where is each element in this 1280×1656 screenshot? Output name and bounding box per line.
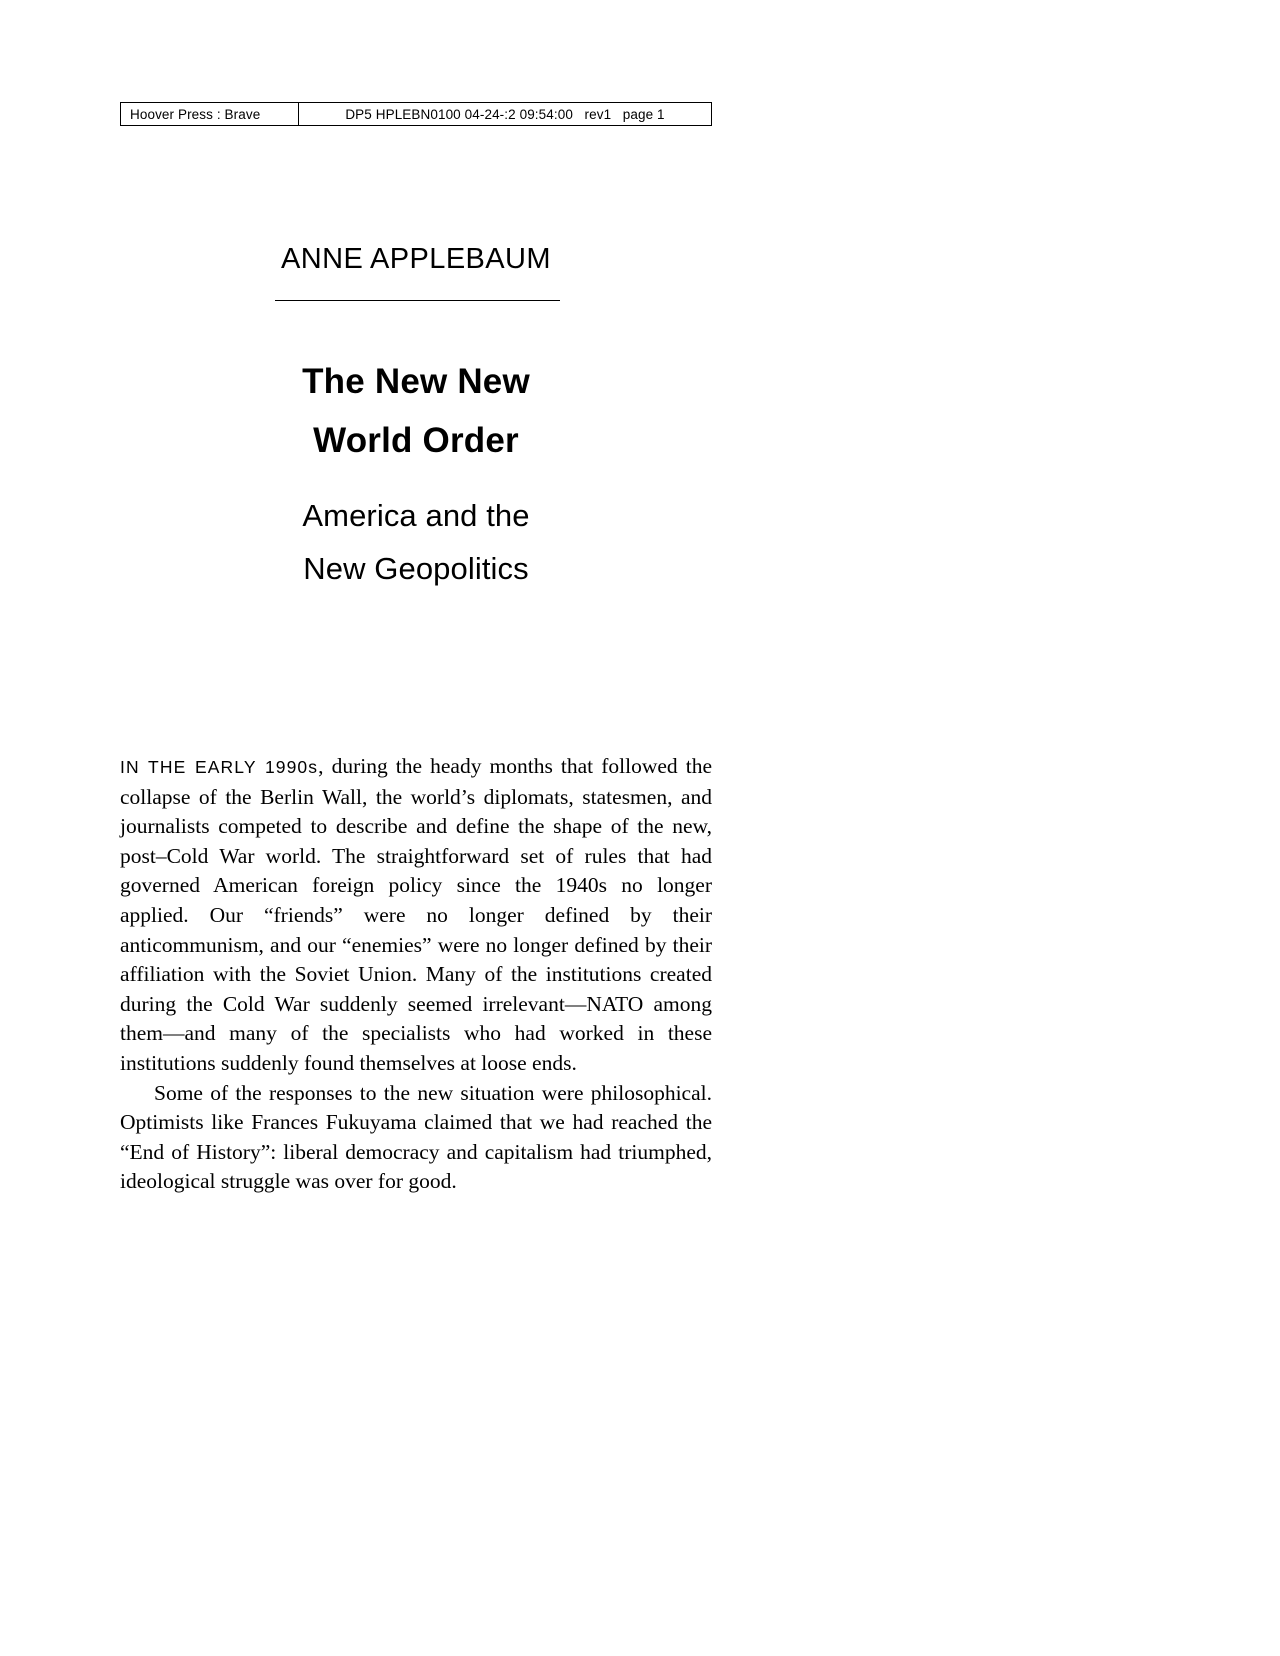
chapter-title xyxy=(120,352,712,470)
running-header-timestamp: 04-24-:2 09:54:00 xyxy=(464,106,573,122)
running-header-page-number: page 1 xyxy=(622,106,665,122)
running-header xyxy=(120,102,712,126)
body-paragraph-1-lead-in: IN THE EARLY 1990s xyxy=(120,757,319,777)
body-paragraph-1-text: , during the heady months that followed the collapse of the Berlin Wall, the world’s diplomats, statesmen, and journalists competed to describe and define the shape of the new, post–Cold War world. The straightforward set of rules that had governed American foreign policy since the 1940s no longer applied. Our “friends” were no longer defined by their anticommunism, and our “enemies” were no longer defined by their affiliation with the Soviet Union. Many of the institutions created during the Cold War suddenly seemed irrelevant—NATO among them—and many of the specialists who had worked in these institutions suddenly found themselves at loose ends. xyxy=(120,754,712,1075)
body-paragraph-1 xyxy=(120,752,712,1079)
chapter-subtitle-line-1: America and the xyxy=(302,498,530,533)
running-header-revision: rev1 xyxy=(584,106,612,122)
running-header-separator-3 xyxy=(611,107,623,122)
chapter-author: ANNE APPLEBAUM xyxy=(281,243,551,275)
running-header-publisher: Hoover Press : Brave xyxy=(121,103,299,125)
body-paragraph-2: Some of the responses to the new situation were philosophical. Optimists like Frances Fukuyama claimed that we had reached the “End of History”: liberal democracy and capitalism had triumphed, ideological struggle was over for good. xyxy=(120,1080,712,1194)
running-header-separator-2 xyxy=(573,107,585,122)
chapter-title-line-2: World Order xyxy=(313,421,519,460)
chapter-title-line-1: The New New xyxy=(302,362,530,401)
running-header-job-code: DP5 HPLEBN0100 xyxy=(345,106,461,122)
chapter-subtitle-line-2: New Geopolitics xyxy=(303,551,529,586)
chapter-body xyxy=(120,752,712,1197)
running-header-job-info xyxy=(299,103,711,125)
chapter-subtitle xyxy=(120,489,712,595)
title-divider-rule xyxy=(275,300,560,301)
